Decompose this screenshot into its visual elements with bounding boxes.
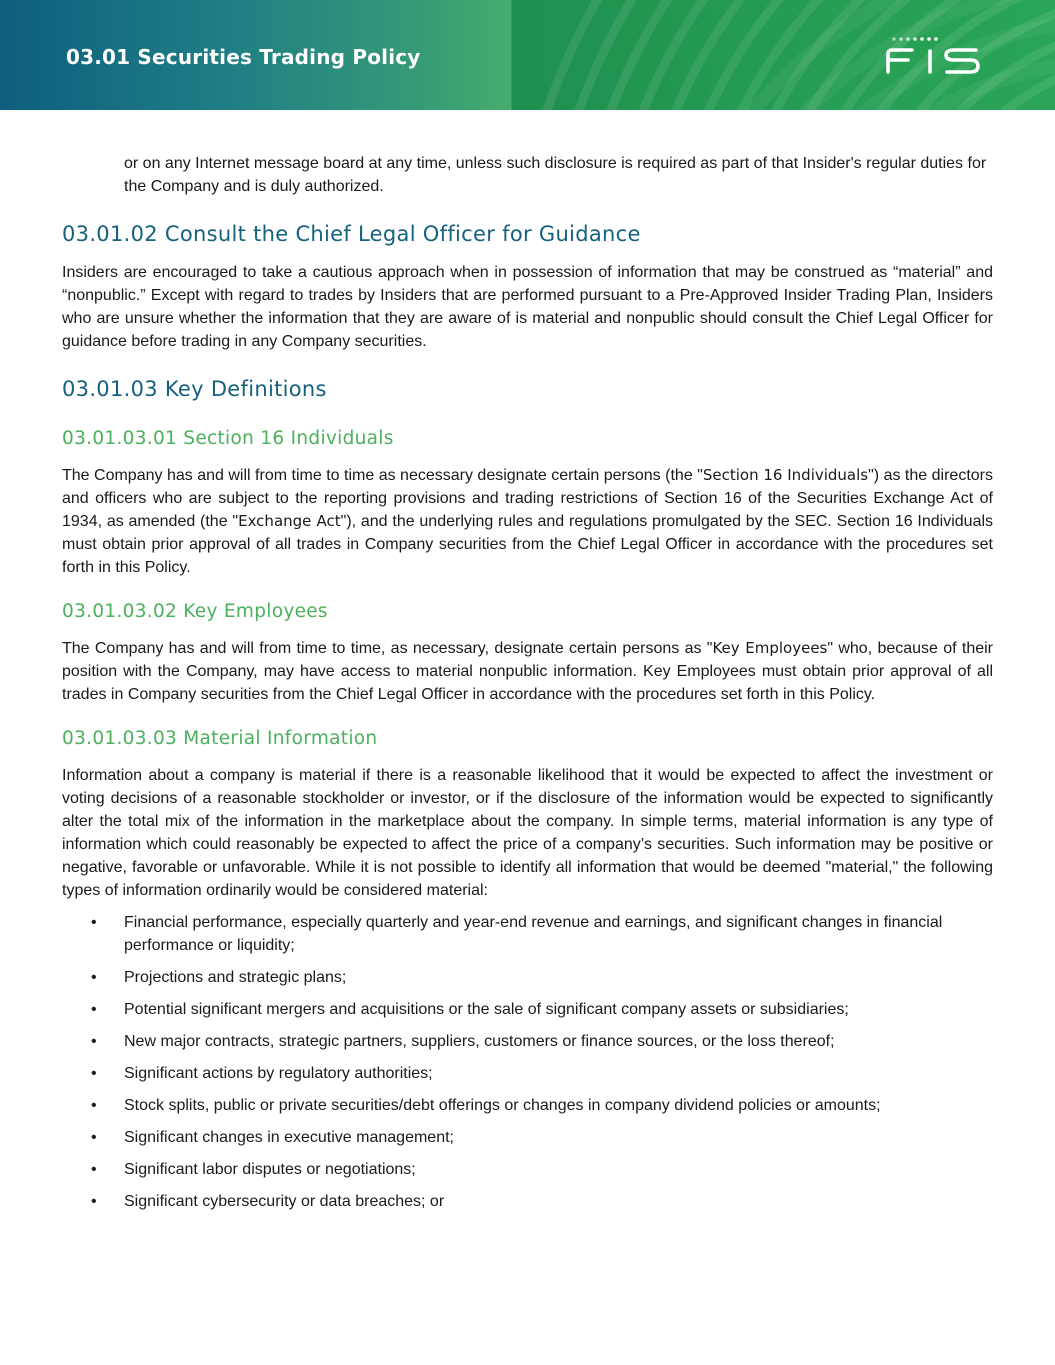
list-item: • Significant cybersecurity or data breaches; or xyxy=(62,1190,993,1213)
material-information-list xyxy=(62,911,993,1213)
list-item: • Significant actions by regulatory authorities; xyxy=(62,1062,993,1085)
subsection-heading-material-information: 03.01.03.03 Material Information xyxy=(62,728,378,749)
section-16-term: Section 16 Individuals xyxy=(702,466,869,484)
list-item: • Stock splits, public or private securities/debt offerings or changes in company dividend policies or amounts; xyxy=(62,1094,993,1117)
bullet-icon: • xyxy=(91,1161,97,1178)
subsection-text-key-employees xyxy=(62,637,993,706)
key-employees-text-b: " who, because of their position with the Company, may have access to material nonpublic information. Key Employees must obtain prior approval of all trades in Company securities from the Chief Legal Officer in accordance with the procedures set forth in this Policy. xyxy=(62,640,993,703)
list-item: • Significant changes in executive management; xyxy=(62,1126,993,1149)
subsection-text-section-16 xyxy=(62,464,993,579)
key-employees-term: Key Employees xyxy=(712,639,828,657)
bullet-icon: • xyxy=(91,1065,97,1082)
bullet-icon: • xyxy=(91,1193,97,1210)
key-employees-text-a: The Company has and will from time to time, as necessary, designate certain persons as " xyxy=(62,640,713,657)
subsection-text-material-information: Information about a company is material if there is a reasonable likelihood that it would be expected to affect the investment or voting decisions of a reasonable stockholder or investor, or if the disclosure of the information would be expected to significantly alter the total mix of the information in the marketplace about the company. In simple terms, material information is any type of information which could reasonably be expected to affect the price of a company’s securities. Such information may be positive or negative, favorable or unfavorable. While it is not possible to identify all information that would be deemed "material," the following types of information ordinarily would be considered material: xyxy=(62,767,993,899)
subsection-heading-key-employees: 03.01.03.02 Key Employees xyxy=(62,601,328,622)
section-16-text-c: "), and the underlying rules and regulations promulgated by the SEC. Section 16 Individuals must obtain prior approval of all trades in Company securities from the Chief Legal Officer in accordance with the procedures set forth in this Policy. xyxy=(62,513,994,576)
page-header-banner xyxy=(0,0,1055,110)
fis-logo xyxy=(884,34,984,81)
section-heading-consult-clo: 03.01.02 Consult the Chief Legal Officer for Guidance xyxy=(62,222,641,246)
bullet-icon: • xyxy=(91,969,97,986)
list-item: • New major contracts, strategic partners, suppliers, customers or finance sources, or the loss thereof; xyxy=(62,1030,993,1053)
section-16-text-b: ") as the directors and officers who are subject to the reporting provisions and trading restrictions of Section 16 of the Securities Exchange Act of 1934, as amended (the " xyxy=(62,467,993,530)
list-item: • Significant labor disputes or negotiations; xyxy=(62,1158,993,1181)
bullet-icon: • xyxy=(91,1001,97,1018)
section-text-consult-clo: Insiders are encouraged to take a cautious approach when in possession of information that may be construed as “material” and “nonpublic.” Except with regard to trades by Insiders that are performed pursuant to a Pre-Approved Insider Trading Plan, Insiders who are unsure whether the information that they are aware of is material and nonpublic should consult the Chief Legal Officer for guidance before trading in any Company securities. xyxy=(62,264,993,350)
bullet-icon: • xyxy=(91,914,97,931)
document-body xyxy=(62,152,993,1222)
subsection-heading-section-16: 03.01.03.01 Section 16 Individuals xyxy=(62,428,394,449)
bullet-icon: • xyxy=(91,1129,97,1146)
page-title: 03.01 Securities Trading Policy xyxy=(66,45,421,69)
intro-continuation-text: or on any Internet message board at any time, unless such disclosure is required as part of that Insider's regular duties for the Company and is duly authorized. xyxy=(124,155,987,195)
section-heading-key-definitions: 03.01.03 Key Definitions xyxy=(62,377,327,401)
list-item: • Projections and strategic plans; xyxy=(62,966,993,989)
exchange-act-term: Exchange Act xyxy=(238,512,341,530)
fis-logo-icon xyxy=(884,34,984,76)
section-16-text-a: The Company has and will from time to time as necessary designate certain persons (the " xyxy=(62,467,703,484)
list-item: • Potential significant mergers and acquisitions or the sale of significant company assets or subsidiaries; xyxy=(62,998,993,1021)
bullet-icon: • xyxy=(91,1033,97,1050)
bullet-icon: • xyxy=(91,1097,97,1114)
list-item: • Financial performance, especially quarterly and year-end revenue and earnings, and significant changes in financial performance or liquidity; xyxy=(62,911,993,957)
